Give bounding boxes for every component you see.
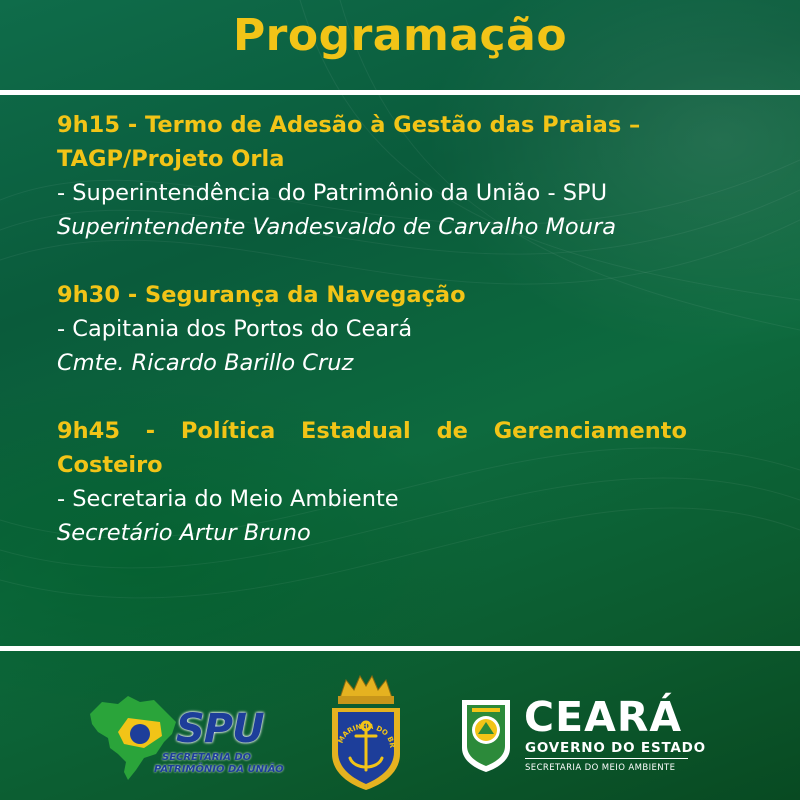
schedule-item-title: 9h15 - Termo de Adesão à Gestão das Praias – TAGP/Projeto Orla bbox=[57, 112, 641, 172]
schedule-item bbox=[57, 414, 687, 550]
schedule-item-organization: - Superintendência do Patrimônio da União - SPU bbox=[57, 180, 608, 206]
ceara-secretaria-label: SECRETARIA DO MEIO AMBIENTE bbox=[525, 763, 676, 773]
schedule-item bbox=[57, 108, 687, 244]
ceara-divider bbox=[525, 758, 688, 759]
schedule-list bbox=[57, 108, 687, 584]
bottom-divider bbox=[0, 646, 800, 651]
ceara-name: CEARÁ bbox=[524, 693, 683, 741]
ceara-government-label: GOVERNO DO ESTADO bbox=[525, 740, 706, 756]
ceara-crest-icon bbox=[458, 694, 514, 774]
spu-subtitle-line1: SECRETARIA DO bbox=[162, 752, 252, 763]
spu-name: SPU bbox=[176, 706, 264, 752]
schedule-item-person: Secretário Artur Bruno bbox=[57, 520, 311, 546]
schedule-item-title: 9h30 - Segurança da Navegação bbox=[57, 282, 466, 308]
schedule-item-organization: - Secretaria do Meio Ambiente bbox=[57, 486, 399, 512]
schedule-item-organization: - Capitania dos Portos do Ceará bbox=[57, 316, 413, 342]
page-title: Programação bbox=[232, 10, 568, 61]
top-divider bbox=[0, 90, 800, 95]
spu-subtitle-line2: PATRIMÔNIO DA UNIÃO bbox=[154, 764, 284, 775]
spu-logo bbox=[84, 692, 304, 782]
logos-footer bbox=[0, 660, 800, 800]
marinha-emblem bbox=[326, 672, 406, 792]
schedule-item-person: Cmte. Ricardo Barillo Cruz bbox=[57, 350, 354, 376]
schedule-item-title: 9h45 - Política Estadual de Gerenciamento Costeiro bbox=[57, 418, 687, 478]
schedule-item bbox=[57, 278, 687, 380]
marinha-label: MARINHA DO BR bbox=[336, 722, 397, 749]
schedule-item-person: Superintendente Vandesvaldo de Carvalho Moura bbox=[57, 214, 616, 240]
